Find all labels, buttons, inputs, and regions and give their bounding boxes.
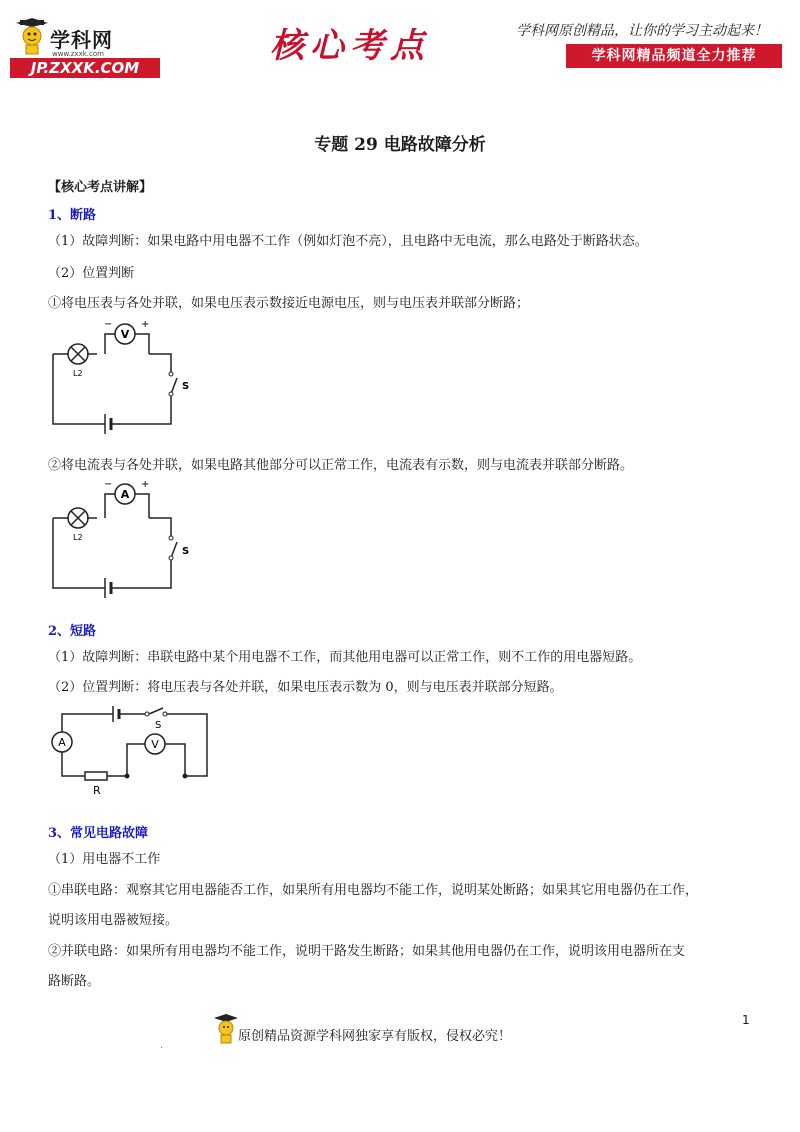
circuit-diagram-ammeter [45,476,205,600]
section-heading-1: 1、断路 [48,208,97,223]
resistor-label: R [93,784,101,797]
footer-dot: . [160,1040,164,1051]
logo-url: JP.ZXXK.COM [10,58,160,78]
paragraph: 说明该用电器被短接。 [48,913,179,928]
ammeter-label: A [58,736,66,749]
paragraph: ①串联电路：观察其它用电器能否工作，如果所有用电器均不能工作，说明某处断路；如果其它用电器仍在工作， [48,883,699,898]
paragraph: ①将电压表与各处并联，如果电压表示数接近电源电压，则与电压表并联部分断路； [48,296,530,311]
switch-label: S [155,720,162,731]
slogan: 学科网原创精品，让你的学习主动起来！ [516,23,768,39]
paragraph: （1）故障判断：串联电路中某个用电器不工作，而其他用电器可以正常工作，则不工作的用电器短路。 [48,650,642,665]
paragraph: （2）位置判断 [48,266,135,281]
meter-label: V [120,328,130,341]
section-heading-3: 3、常见电路故障 [48,826,149,841]
minus-sign: − [104,479,113,490]
lamp-label: L2 [73,533,83,542]
plus-sign: + [141,319,150,330]
circuit-diagram-short [45,700,215,800]
lamp-label: L2 [73,369,83,378]
page-number: 1 [742,1013,750,1027]
paragraph: （2）位置判断：将电压表与各处并联，如果电压表示数为 0，则与电压表并联部分短路。 [48,680,563,695]
paragraph: ②将电流表与各处并联，如果电路其他部分可以正常工作，电流表有示数，则与电流表并联部分断路。 [48,458,634,473]
paragraph: （1）用电器不工作 [48,852,161,867]
section-label: 【核心考点讲解】 [48,180,153,195]
logo [10,14,160,77]
plus-sign: + [141,479,150,490]
section-heading-2: 2、短路 [48,624,97,639]
brand-title: 核心考点 [270,26,430,66]
meter-label: A [120,488,130,501]
logo-site: www.zxxk.com [52,50,104,58]
mascot-icon [16,18,50,56]
switch-label: S [182,546,190,557]
switch-label: S [182,381,190,392]
mascot-icon [214,1014,238,1044]
paragraph: （1）故障判断：如果电路中用电器不工作（例如灯泡不亮），且电路中无电流，那么电路处于断路状态。 [48,234,648,249]
voltmeter-label: V [151,738,159,751]
paragraph: ②并联电路：如果所有用电器均不能工作，说明干路发生断路；如果其他用电器仍在工作，说明该用电器所在支 [48,944,686,959]
minus-sign: − [104,319,113,330]
footer-copyright: 原创精品资源学科网独家享有版权，侵权必究！ [238,1029,512,1044]
paragraph: 路断路。 [48,974,101,989]
logo-name: 学科网 [50,28,113,52]
slogan-bar: 学科网精品频道全力推荐 [566,44,782,68]
page-title: 专题 29 电路故障分析 [314,135,486,155]
circuit-diagram-voltmeter [45,316,205,440]
